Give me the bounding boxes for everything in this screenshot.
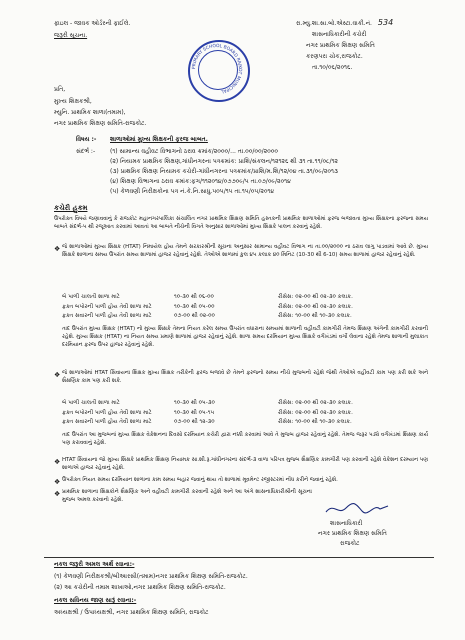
reference-2: (૨) નિયામક પ્રાથમિક શિક્ષણ,ગાંધીનગરના પત્રક્રમાંક: પ્રાશિ/સંકલન/૧૨૧૨૬ થી ૩૧ તા.૧૧/૦૮/૧૨ (110, 158, 338, 165)
copy-info-title: નકલ સવિનય જાણ સારૂં રવાના:- (54, 597, 137, 604)
bullet-icon: ❖ (54, 371, 61, 379)
table-row: ફક્ત બપોરની પાળી હોય તેવી શાળા માટે ૧૦-૩૦ થી ૦૫-૧૫ રીસેસ: ૦૨-૦૦ થી ૦૨-૩૦ કલાક. (62, 409, 353, 416)
non-htat-lead: જે શાળાઓમાં HTAT સિવાયના શિક્ષક મુખ્ય શિક્ષક તરીકેની ફરજ બજાવે છે તેમને ફરજનો સમય નીચે મુજબનો રહેશે જેથી તેઓએ વહીવટી કામ પણ કરી શકે અને શૈક્ષણિક કામ પણ કરી શકે. (62, 370, 428, 384)
table-row: બે પાળી ચાલતી શાળા માટે ૧૦-૩૦ થી ૦૬-૦૦ રીસેસ: ૦૨-૦૦ થી ૦૨-૩૦ કલાક. (62, 294, 353, 300)
htat-lead: જે શાળાઓમાં મુખ્ય શિક્ષક (HTAT) નિમાયેલ હોય તેમને સરકારશ્રીની સૂચના અનુસાર સામાન્ય વહીવટ વિભાગ ના તા.૦૦/૨૦૦૦ ના ઠરાવ લાગુ પાડવામાં આવે છે. મુખ્ય શિક્ષકે શાળાના સમય ઉપરાંત સમય શાળામાં હાજર રહેવાનું રહેશે. તેઓએ શાળામાં કુલ ૪૫ કલાક ૪૦ મિનિટ (10-30 થી 6-10) સમય શાળામાં હાજર રહેવાનું રહેશે. (62, 244, 428, 258)
prati-line-3: નગર પ્રાથમિક શિક્ષણ સમિતિ-રાજકોટ. (54, 120, 147, 127)
point-2: ઉપરોક્ત નિયત સમય દરમિયાન શાળાના કામ સમય બહાર જવાનું થાય તો શાળામાં મૂવમેન્ટ રજીસ્ટરમાં નોંધ કરીને જવાનું રહેશે. (62, 477, 338, 483)
handwritten-signature (322, 500, 392, 518)
office-address: કરણપરા ચોક,રાજકોટ. (306, 53, 363, 60)
file-label: ફાઇલ - જાવક ઓર્ડરની ફાઈલે. (54, 20, 131, 27)
non-htat-paragraph: તાદ ઉપરાંત આ મુજબનાં મુખ્ય શિક્ષક વેકેશનના દિવસો દરમિયાન કચેરી દ્વારા નક્કી કરવામાં આવે તે મુજબ હાજર રહેવાનું રહેશે. તેમજ જરૂર પડ્યે વર્ગખંડમાં શિક્ષણ કાર્ય પણ કરાવવાનું રહેશે. (62, 432, 428, 446)
subject-text: શાળાઓમાં મુખ્ય શિક્ષકની ફરજ બાબત. (110, 136, 208, 143)
subject-label: વિષય :- (76, 136, 97, 143)
prati-line-2: મ્યુનિ. પ્રાથમિક શાળા(તમામ), (54, 109, 126, 116)
point-1: HTAT સિવાયના જો મુખ્ય શિક્ષકે પ્રાથમિક શિક્ષણ નિયામક સા.શી.રૂ.ગાંધીનગરના સંદર્ભ-૩ વાળા પરિપત્ર મુજબ શૈક્ષણિક કામગીરી પણ કરવાની રહેશે વેકેશન દરમ્યાન પણ શાળાએ હાજર રહેવાનું રહેશે. (62, 457, 428, 471)
reference-1: (૧) સામાન્ય વહીવટ વિભાગનો ઠરાવ ક્રમાંક/૨૦૦૦/... તા.૦૦/૦૦/૨૦૦૦ (110, 148, 278, 155)
signatory-committee: નગર પ્રાથમિક શિક્ષણ સમિતિ (318, 530, 387, 537)
divider (44, 557, 434, 558)
reference-3: (૩) પ્રાથમિક શિક્ષણ નિયામક કચેરી-ગાંધીનગરના પત્રક્રમાંક/પ્રાશિ/મ.શિ/૧૨/૦૪ તા.૩૧/૦૯/૨૦૧૩ (110, 168, 338, 175)
prati-label: પ્રતિ, (54, 86, 66, 93)
letter-date: તા.૧૦/૦૬/૨૦૧૬. (312, 64, 353, 71)
outward-number-label: રા.મ્યુ.શા.સા.બો.એસ્ટા.વાકી.નં. 534 (296, 18, 394, 27)
bullet-icon: ❖ (54, 478, 61, 486)
committee-name: નગર પ્રાથમિક શિક્ષણ સમિતિ (306, 42, 375, 49)
table-row: ફક્ત સવારની પાળી હોય તેવી શાળા માટે ૦૭-૦૦ થી ૧૨-૩૦ રીસેસ: ૧૦-૦૦ થી ૧૦-૩૦ કલાક. (62, 419, 352, 426)
bullet-icon: ❖ (54, 458, 61, 466)
signatory-title: શાસનાધિકારી (330, 520, 363, 527)
copy-info-1: અધ્યક્ષશ્રી / ઉપાધ્યક્ષશ્રી, નગર પ્રાથમિક શિક્ષણ સમિતિ, રાજકોટ (54, 609, 209, 616)
handwritten-number: 534 (377, 18, 394, 27)
reference-4: (૪) શિક્ષણ વિભાગના ઠરાવ ક્રમાંક:ફગ/૧૧૨૦૧૪/૦૭૭૦૯/૫ તા.૦૭/૦૯/૨૦૧૪ (110, 178, 291, 185)
prati-line-1: મુખ્ય શિક્ષકશ્રી, (54, 98, 92, 105)
school-board-seal (188, 40, 250, 102)
copy-action-2: (૨) આ કચેરીની તમામ શાખાઓ,નગર પ્રાથમિક શિક્ષણ સમિતિ-રાજકોટ. (54, 584, 226, 591)
reference-label: સંદર્ભ :- (76, 148, 96, 155)
non-htat-timing-table (62, 400, 398, 427)
svg-text:PRIMARY SCHOOL BOARD RAJKOT MU: PRIMARY SCHOOL BOARD RAJKOT MUNICIPAL (191, 43, 243, 94)
bullet-icon: ❖ (54, 490, 61, 498)
bullet-icon: ❖ (54, 245, 61, 253)
reference-5: (૫) કેળવણી નિરીક્ષકોના પત્ર નં.કે.નિ.સાધુ.૫૦૫/૧૫ તા.૧૫/૦૫/૨૦૧૪ (110, 188, 275, 195)
htat-paragraph: તાદ ઉપરાંત મુખ્ય શિક્ષક (HTAT) નો મુખ્ય શિક્ષકે તેમના નિયત કરેલ સમય ઉપરાંત વધારાના સમયમાં શાળાની વહીવટી કામગીરી તેમજ શિક્ષણ અંગેની કામગીરી કરવાની રહેશે. મુખ્ય શિક્ષક (HTAT) ના નિયત સમય પ્રમાણે શાળામાં હાજર રહેવાનું રહેશે. શાળા સમય દરમિયાન મુખ્ય શિક્ષકે વર્ગખંડમાં વર્ગો લેવાના રહેશે તેમજ શાળાની મુલાકાત દરમિયાન ફરજ ઉપર હાજર રહેવાનું રહેશે. (62, 326, 428, 348)
notice-label: જરૂરી સૂચના. (54, 32, 88, 39)
copy-action-title: નકલ જરૂરી અમલ અર્થે રવાના:- (54, 561, 135, 568)
office-order-intro: ઉપરોક્ત વિષયે જણાવવાનું કે રાજકોટ મહાનગરપાલિકા સંચાલિત નગર પ્રાથમિક શિક્ષણ સમિતિ હસ્તકની પ્રાથમિક શાળાઓમાં ફરજ બજાવતા મુખ્ય શિક્ષકના ફરજના સમય બાબતે સંદર્ભ-૫ થી રજૂઆત કરવામાં આવતાં આ બાબતે નીચેની વિગતે અનુસાર શાળાઓમાં મુખ્ય શિક્ષકે પાલન કરવાનું રહેશે. (54, 216, 428, 230)
table-row: ફક્ત સવારની પાળી હોય તેવી શાળા માટે ૦૭-૦૦ થી ૦૨-૦૦ રીસેસ: ૧૦-૦૦ થી ૧૦-૩૦ કલાક. (62, 313, 352, 320)
office-order-title: કચેરી હુકમ (54, 204, 88, 212)
htat-timing-table (62, 294, 398, 321)
table-row: ફક્ત બપોરની પાળી હોય તેવી શાળા માટે ૧૦-૩૦ થી ૦૫-૦૦ રીસેસ: ૦૨-૦૦ થી ૦૨-૩૦ કલાક. (62, 303, 353, 310)
table-row: બે પાળી ચાલતી શાળા માટે ૧૦-૩૦ થી ૦૫-૩૦ રીસેસ: ૦૨-૦૦ થી ૦૨-૩૦ કલાક. (62, 400, 353, 406)
copy-action-1: (૧) કેળવણી નિરીક્ષકશ્રી/બીઆરસી(તમામ)નગર પ્રાથમિક શિક્ષણ સમિતિ-રાજકોટ. (54, 573, 248, 580)
point-3: પ્રાથમિક શાળાના શિક્ષકોને શૈક્ષણિક અને વહીવટી કામગીરી કરવાની રહેશે અને આ અંગે શાસનાધિકારીશ્રીની સૂચના મુજબ અમલ કરવાનો રહેશે. (62, 489, 312, 503)
office-name: શાસનાધિકારીની કચેરી (312, 31, 367, 38)
signatory-city: રાજકોટ (340, 540, 360, 547)
